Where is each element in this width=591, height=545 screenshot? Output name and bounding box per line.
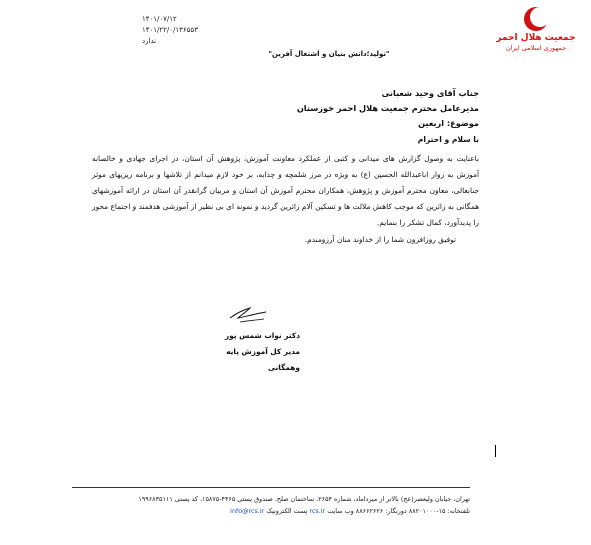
letter-number: ۱۴۰۱/۲۲/۰/۱۳۶۵۵۳ [142,26,198,34]
closing-line: توفیق روزافزون شما را از خداوند منان آرزومندم. [304,235,456,244]
footer-email-link[interactable]: info@rcs.ir [230,507,265,515]
footer-contacts [70,505,470,517]
footer-phone: تلفنخانه: ۱۵-۸۸۲۰۱۰۰۰ دورنگار: ۸۸۶۶۲۶۲۶ وب سایت [327,507,470,515]
year-motto: "تولید؛دانش بنیان و اشتغال آفرین" [268,50,390,58]
signer-name: دکتر نواب شمس پور [224,331,300,340]
footer [70,493,470,517]
text-cursor [495,445,496,457]
letter-date: ۱۴۰۱/۰۷/۱۲ [142,15,177,23]
org-name: جمعیت هلال احمر [496,33,576,43]
letter-attachment: ندارد [142,37,157,45]
recipient-name: جناب آقای وحید شعبانی [381,88,479,98]
body-paragraph: باعنایت به وصول گزارش های میدانی و کتبی از عملکرد معاونت آموزش، پژوهش آن استان، در اجرای جهادی و خالصانه آموزش به زوار اباعبدالله الحسین (ع) به ویژه در مرز شلمچه و چذابه، بر خود لازم میدانم از تلاشها و برنامه ریزیهای موثر جنابعالی، معاون محترم آموزش و پژوهش، همکاران محترم آموزش آن استان و مربیان گرانقدر آن استان در ارائه آموزشهای همگانی به زائرین که موجب کاهش ملالت ها و تسکین آلام زائرین گردید و نمونه ای بی نظیر از آموزشی هدفمند و اجتماع محور را پدیدآورد، کمال تشکر را بنمایم. [92,154,479,227]
footer-address: تهران، خیابان ولیعصر(عج) بالاتر از میرداماد، شماره ۲۶۵۴، ساختمان صلح، صندوق پستی ۴۴۶۵-۱۵۸۷۵، کد پستی ۱۹۹۶۸۳۵۱۱۱ [138,495,470,503]
red-crescent-logo [495,6,577,53]
crescent-icon [521,6,551,32]
org-subtitle: جمهوری اسلامی ایران [505,44,567,52]
footer-email-label: پست الکترونیک [266,507,308,515]
recipient-block [179,86,479,131]
signature-block [200,328,300,376]
signer-title: مدیر کل آموزش پایه وهمگانی [226,347,300,372]
letter-subject: موضوع: اربعین [418,118,479,128]
greeting: با سلام و احترام [417,135,479,144]
footer-divider [72,487,470,488]
footer-website-link[interactable]: rcs.ir [309,507,326,515]
handwritten-signature [226,300,270,326]
recipient-title: مدیرعامل محترم جمعیت هلال احمر خوزستان [296,103,479,113]
letter-meta [142,14,222,47]
